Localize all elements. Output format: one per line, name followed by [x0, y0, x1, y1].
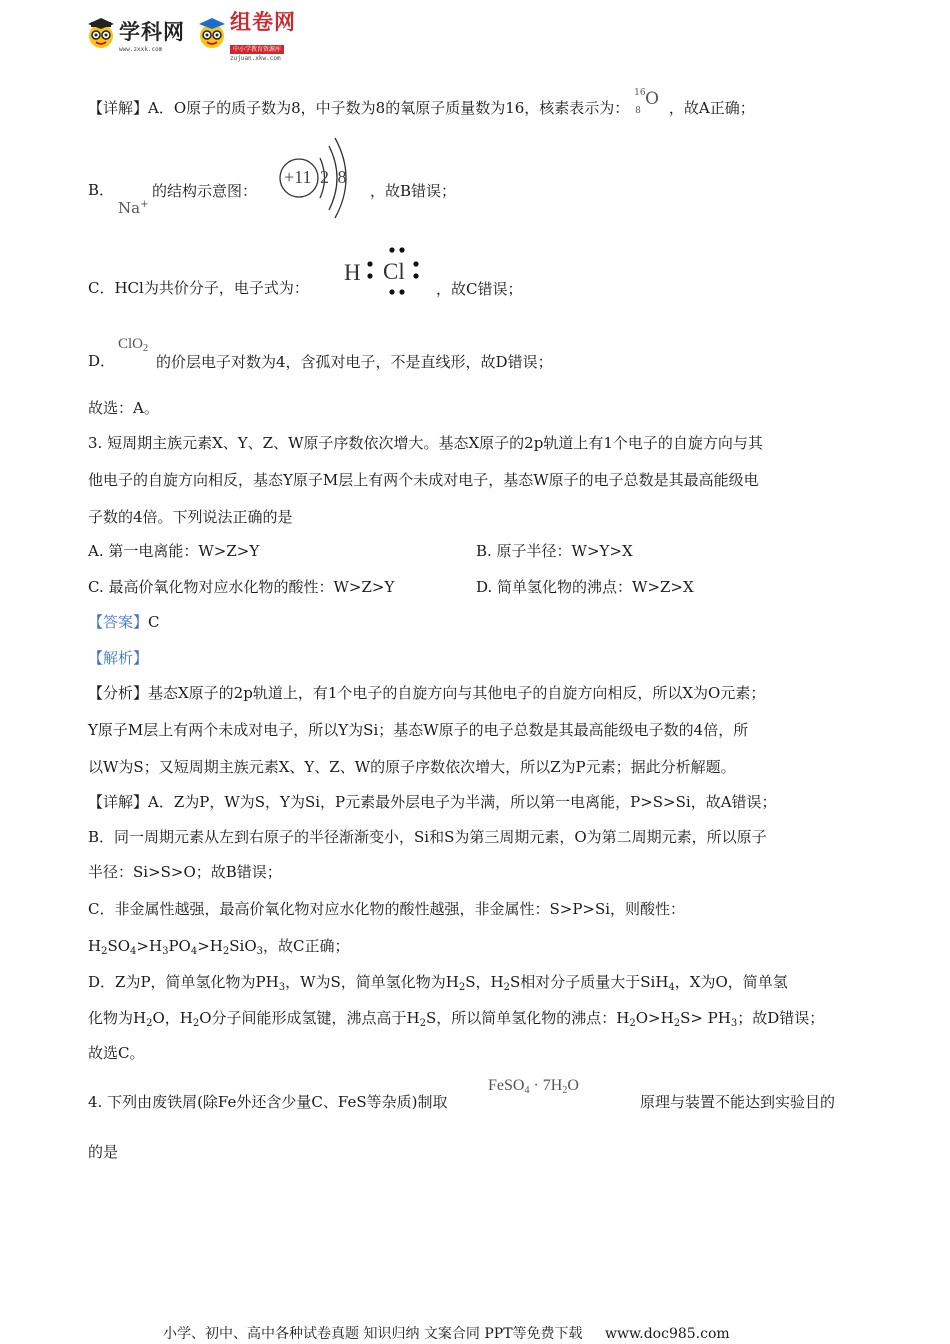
- q3-option-c: C. 最高价氧化物对应水化物的酸性：W>Z>Y: [88, 578, 395, 596]
- zujuan-mascot-icon: [197, 18, 227, 50]
- q3-stem-line2: 他电子的自旋方向相反，基态Y原子M层上有两个未成对电子，基态W原子的电子总数是其最高能级电: [88, 471, 759, 489]
- q3-fenxi-line1: 【分析】基态X原子的2p轨道上，有1个电子的自旋方向与其他电子的自旋方向相反，所以X为O元素；: [88, 684, 766, 702]
- q2-detail-b-mid: 的结构示意图：: [152, 182, 258, 200]
- answer-tag: 【答案】: [88, 613, 149, 631]
- q3-stem-line1: 3. 短周期主族元素X、Y、Z、W原子序数依次增大。基态X原子的2p轨道上有1个电子的自旋方向与其: [88, 434, 763, 452]
- na-ion-label: Na+: [118, 199, 149, 217]
- q2-choose: 故选：A。: [88, 399, 159, 417]
- q3-detail-d-line1: D．Z为P，简单氢化物为$PH_3$，W为S，简单氢化物为$H_2S$，$H_2S$相对分子质量大于SiH$_4$，X为O，简单氢: [88, 973, 788, 993]
- q3-detail-b-line2: 半径：Si>S>O；故B错误；: [88, 863, 282, 881]
- zujuan-logo-badge: 中小学教育资源库: [230, 45, 284, 54]
- nuclide-symbol: 16 8 O: [634, 88, 660, 116]
- q3-choose: 故选C。: [88, 1044, 145, 1062]
- q4-stem-pre: 4. 下列由废铁屑(除Fe外还含少量C、FeS等杂质)制取: [88, 1093, 448, 1111]
- q3-stem-line3: 子数的4倍。下列说法正确的是: [88, 508, 293, 526]
- q3-answer: 【答案】C: [88, 613, 160, 631]
- header-logos: [86, 10, 296, 62]
- q3-analysis-tag: 【解析】: [88, 649, 149, 667]
- q3-option-b: B. 原子半径：W>Y>X: [476, 542, 633, 560]
- footer-url[interactable]: www.doc985.com: [604, 1326, 730, 1342]
- clo2-formula: ClO$_2$: [118, 336, 149, 354]
- q4-stem-post: 原理与装置不能达到实验目的: [640, 1093, 836, 1111]
- q2-detail-b-post: ，故B错误；: [370, 182, 457, 200]
- q3-detail-a: 【详解】A．Z为P，W为S，Y为Si，P元素最外层电子为半满，所以第一电离能，P>S>Si，故A错误；: [88, 793, 777, 811]
- zxxk-logo-text: 学科网: [119, 19, 185, 44]
- q2-detail-b-label: B．: [88, 181, 115, 199]
- zujuan-logo-text: 组卷网: [230, 10, 296, 34]
- q2-detail-a: 【详解】A．O原子的质子数为8，中子数为8的氧原子质量数为16，核素表示为： 16 8 O ，故A正确；: [88, 88, 755, 117]
- page-footer: [163, 1323, 730, 1343]
- q3-detail-c-line1: C．非金属性越强，最高价氧化物对应水化物的酸性越强，非金属性：S>P>Si，则酸性：: [88, 900, 686, 918]
- q2-detail-c: C．HCl为共价分子，电子式为：: [88, 279, 309, 297]
- q4-stem-line2: 的是: [88, 1143, 119, 1161]
- footer-text: 小学、初中、高中各种试卷真题 知识归纳 文案合同 PPT等免费下载: [163, 1326, 583, 1342]
- q3-detail-b-line1: B．同一周期元素从左到右原子的半径渐渐变小，Si和S为第三周期元素，O为第二周期元素，所以原子: [88, 828, 767, 846]
- na-shell-electrons: 2 8: [320, 167, 349, 187]
- q2-detail-d-post: 的价层电子对数为4，含孤对电子，不是直线形，故D错误；: [156, 353, 553, 371]
- feso4-formula: FeSO$_4$ · $7H_2O$: [488, 1077, 579, 1096]
- q3-fenxi-line3: 以W为S；又短周期主族元素X、Y、Z、W的原子序数依次增大，所以Z为P元素；据此分析解题。: [88, 758, 736, 776]
- q2-detail-c-post: ，故C错误；: [436, 280, 523, 298]
- q3-detail-c-line2: $H_2SO_4>H_3PO_4>H_2SiO_3$，故C正确；: [88, 937, 350, 957]
- zxxk-logo-url: www.zxxk.com: [119, 45, 163, 53]
- hcl-cl-symbol: Cl: [383, 259, 405, 284]
- q3-option-d: D. 简单氢化物的沸点：W>Z>X: [476, 578, 694, 596]
- q3-fenxi-line2: Y原子M层上有两个未成对电子，所以Y为Si；基态W原子的电子总数是其最高能级电子数的4倍，所: [88, 721, 749, 739]
- zxxk-mascot-icon: [86, 18, 116, 50]
- zujuan-logo-url: zujuan.xkw.com: [230, 55, 281, 62]
- hcl-h-symbol: H: [344, 260, 361, 285]
- q3-option-a: A. 第一电离能：W>Z>Y: [88, 542, 260, 560]
- q3-detail-d-line2: 化物为$H_2O$，$H_2O$分子间能形成氢键，沸点高于$H_2S$，所以简单氢化物的沸点：$H_2O>H_2S> PH_3$；故D错误；: [88, 1009, 825, 1029]
- q2-detail-d-label: D．: [88, 352, 116, 370]
- na-nucleus-charge: +11: [284, 167, 312, 187]
